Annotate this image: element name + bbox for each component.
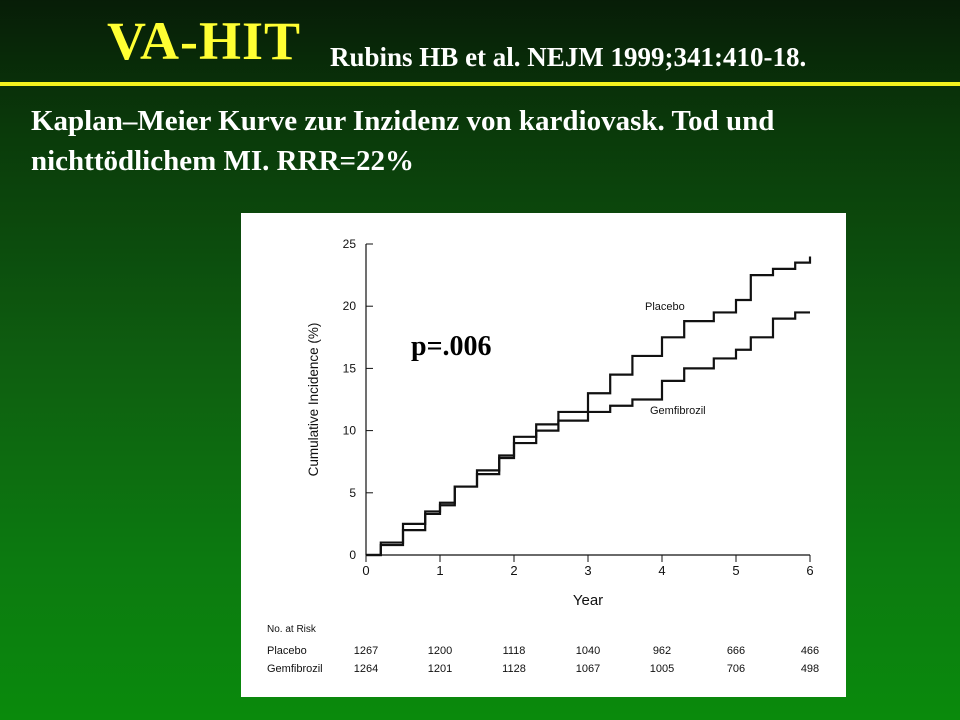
at-risk-value: 706: [726, 663, 746, 675]
at-risk-value: 1200: [427, 645, 453, 657]
x-axis-label: Year: [572, 592, 604, 609]
at-risk-value: 962: [652, 645, 672, 657]
series-label-placebo: Placebo: [645, 301, 685, 313]
y-tick-label: 5: [349, 485, 356, 500]
at-risk-value: 666: [726, 645, 746, 657]
x-tick-label: 6: [806, 563, 814, 578]
x-tick-label: 2: [510, 563, 518, 578]
at-risk-value: 1128: [502, 663, 526, 675]
subtitle-line-1: Kaplan–Meier Kurve zur Inzidenz von kardiovask. Tod und: [31, 105, 775, 137]
x-tick-label: 3: [584, 563, 592, 578]
y-tick-label: 15: [342, 361, 356, 376]
at-risk-row-label: Gemfibrozil: [267, 663, 323, 675]
slide-reference: Rubins HB et al. NEJM 1999;341:410-18.: [330, 42, 807, 72]
y-tick-label: 25: [342, 237, 356, 251]
at-risk-row-label: Placebo: [267, 645, 307, 657]
x-tick-label: 4: [658, 563, 666, 578]
series-line-placebo: [366, 256, 810, 555]
subtitle-line-2: nichttödlichem MI. RRR=22%: [31, 145, 415, 177]
y-axis-label: Cumulative Incidence (%): [306, 322, 321, 477]
title-underline: [0, 82, 960, 86]
title-bar: [0, 0, 960, 84]
series-label-gemfibrozil: Gemfibrozil: [650, 405, 706, 417]
at-risk-value: 1267: [353, 645, 379, 657]
x-tick-label: 1: [436, 563, 444, 578]
y-tick-label: 0: [349, 548, 356, 562]
x-tick-label: 0: [362, 563, 370, 578]
slide-title: VA-HIT: [107, 11, 302, 71]
at-risk-value: 1067: [575, 663, 601, 675]
at-risk-header: No. at Risk: [267, 624, 316, 635]
y-tick-label: 20: [342, 299, 356, 314]
at-risk-value: 1201: [427, 663, 453, 675]
at-risk-value: 1040: [575, 645, 601, 657]
at-risk-value: 1005: [649, 663, 675, 675]
x-tick-label: 5: [732, 563, 740, 578]
at-risk-value: 466: [800, 645, 820, 657]
p-value-annotation: p=.006: [411, 331, 492, 362]
km-figure: [241, 213, 846, 697]
at-risk-value: 498: [800, 663, 820, 675]
at-risk-value: 1264: [353, 663, 379, 675]
km-chart: [241, 213, 846, 697]
y-tick-label: 10: [342, 423, 356, 438]
at-risk-value: 1118: [502, 645, 526, 657]
slide-subtitle: [31, 101, 931, 181]
